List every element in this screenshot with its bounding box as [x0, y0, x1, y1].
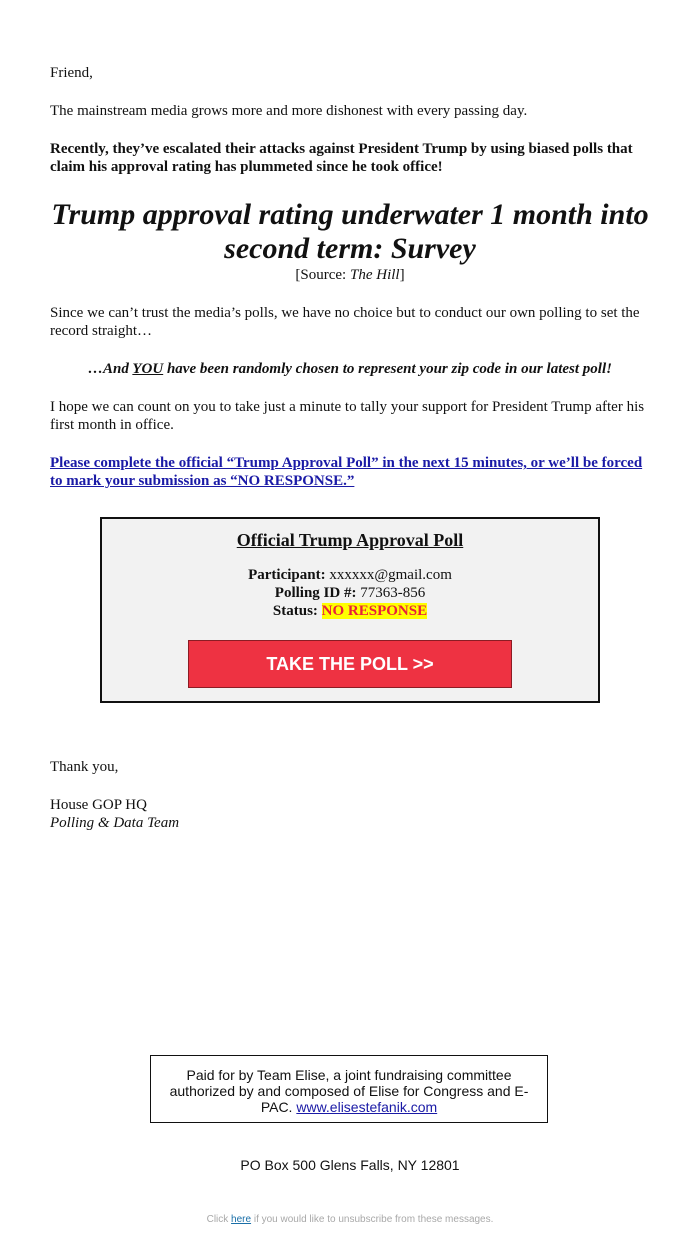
- take-poll-button[interactable]: TAKE THE POLL >>: [188, 640, 512, 688]
- source-line: [50, 266, 650, 284]
- polling-id-value: 77363-856: [356, 585, 426, 601]
- mailing-address: PO Box 500 Glens Falls, NY 12801: [240, 1157, 460, 1173]
- status-badge: NO RESPONSE: [321, 603, 428, 619]
- unsub-pre: Click: [206, 1214, 232, 1225]
- polling-id-label: Polling ID #:: [274, 585, 357, 601]
- website-link[interactable]: www.elisestefanik.com: [296, 1099, 438, 1115]
- signoff: [50, 758, 179, 832]
- status-label: Status:: [272, 603, 318, 619]
- source-name: The Hill: [349, 267, 400, 283]
- poll-title: Official Trump Approval Poll: [236, 530, 464, 550]
- poll-details: [102, 566, 598, 620]
- unsubscribe-line: [0, 1214, 700, 1225]
- support-paragraph: I hope we can count on you to take just a minute to tally your support for President Trump after his first month in office.: [50, 399, 645, 433]
- status-line: [102, 602, 598, 620]
- participant-label: Participant:: [248, 567, 326, 583]
- poll-box: [100, 517, 600, 703]
- chosen-emph: YOU: [132, 361, 164, 377]
- org-name: House GOP HQ: [50, 797, 147, 813]
- participant-value: xxxxxx@gmail.com: [325, 567, 452, 583]
- disclaimer-text: Paid for by Team Elise, a joint fundraising committee authorized by and composed of Elise for Congress and E-PAC.: [169, 1067, 529, 1115]
- unsubscribe-link[interactable]: here: [231, 1214, 252, 1225]
- headline: Trump approval rating underwater 1 month into second term: Survey: [51, 198, 649, 265]
- team-name: Polling & Data Team: [50, 815, 180, 831]
- polling-id-line: [102, 584, 598, 602]
- chosen-pre: …And: [88, 361, 133, 377]
- greeting: Friend,: [50, 65, 93, 81]
- bold-paragraph: Recently, they’ve escalated their attacks against President Trump by using biased polls that claim his approval rating has plummeted since he took office!: [50, 141, 633, 175]
- complete-poll-link[interactable]: Please complete the official “Trump Approval Poll” in the next 15 minutes, or we’ll be forced to mark your submission as “NO RESPONSE.”: [50, 455, 643, 489]
- media-polls-paragraph: Since we can’t trust the media’s polls, we have no choice but to conduct our own polling to set the record straight…: [50, 305, 640, 339]
- intro-paragraph: The mainstream media grows more and more dishonest with every passing day.: [50, 103, 528, 119]
- source-prefix: [Source:: [295, 267, 350, 283]
- thanks-text: Thank you,: [50, 759, 119, 775]
- source-suffix: ]: [399, 267, 405, 283]
- email-body: [50, 64, 650, 490]
- unsub-post: if you would like to unsubscribe from these messages.: [251, 1214, 494, 1225]
- chosen-line: [50, 360, 650, 378]
- participant-line: [102, 566, 598, 584]
- paid-for-disclaimer: [150, 1055, 548, 1123]
- chosen-post: have been randomly chosen to represent your zip code in our latest poll!: [163, 361, 612, 377]
